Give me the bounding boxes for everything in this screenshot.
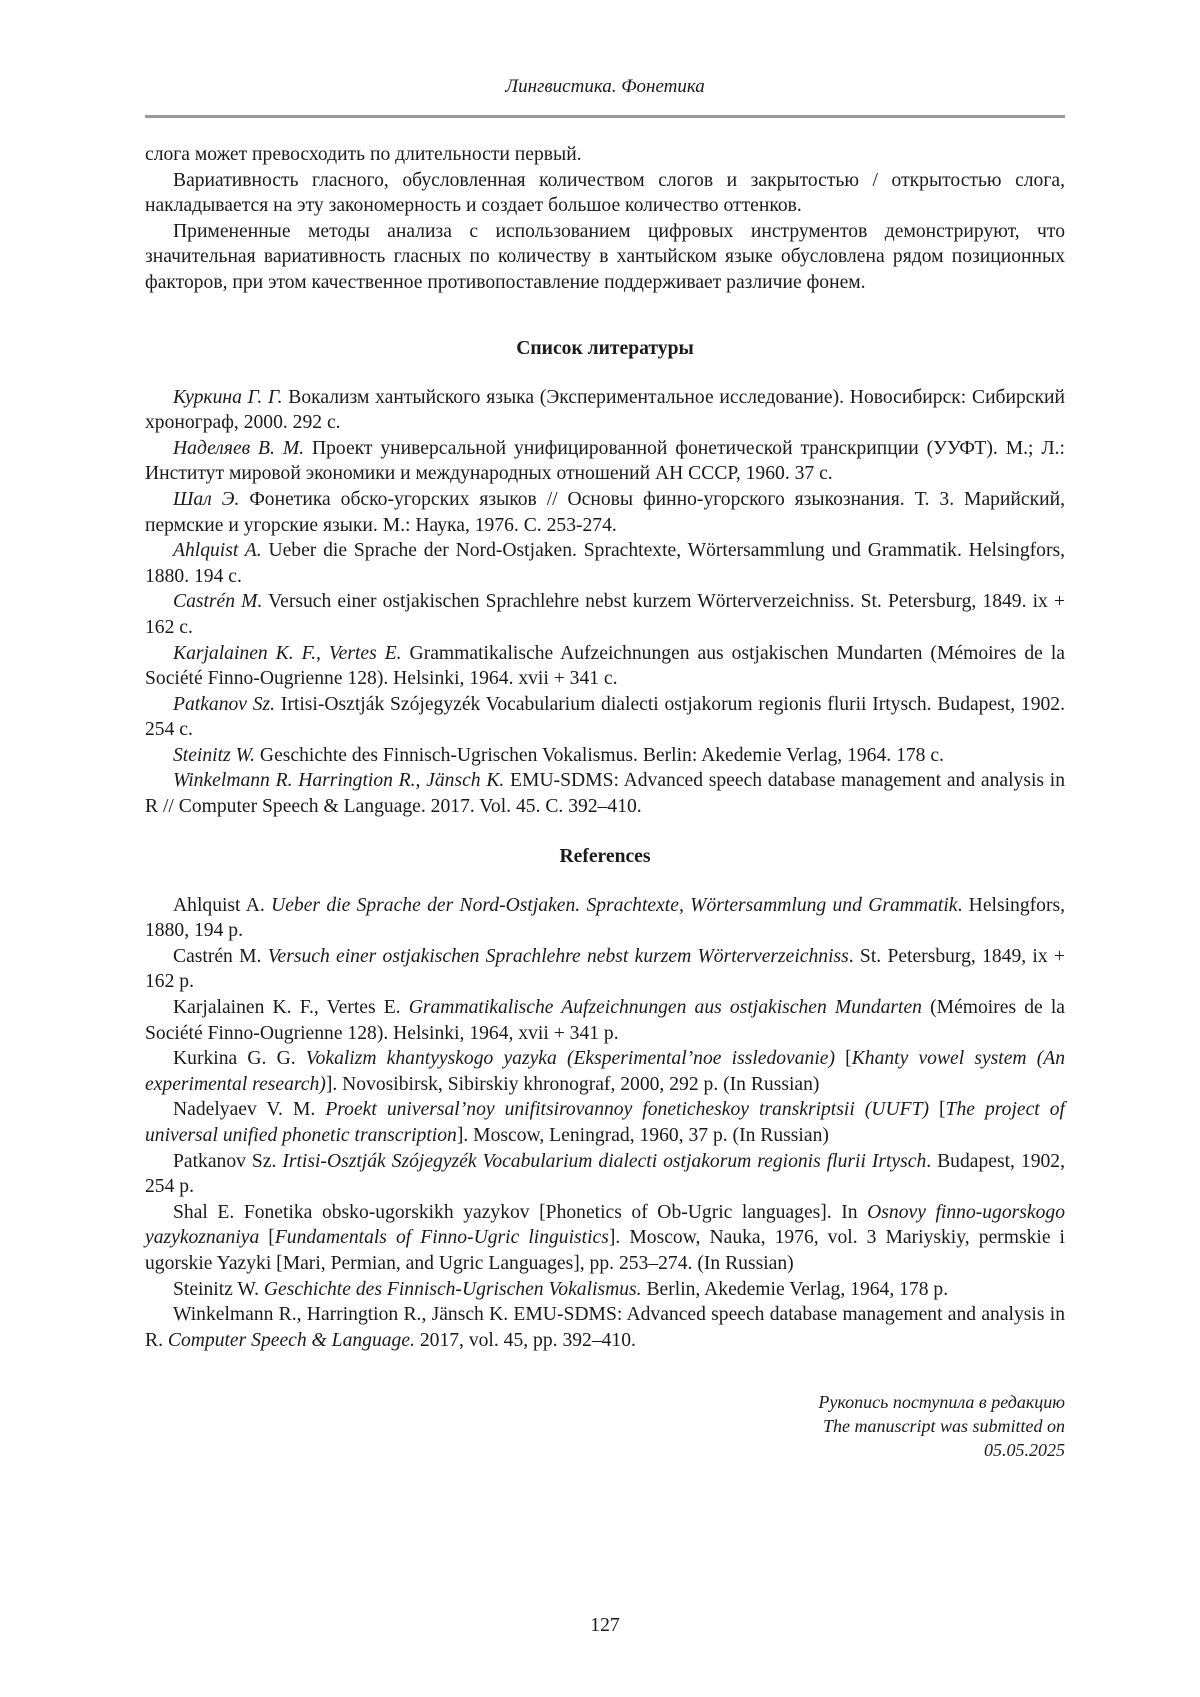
literature-author: Castrén M. [173, 591, 263, 613]
header-rule [145, 115, 1065, 118]
body-paragraph-3: Примененные методы анализа с использованием цифровых инструментов демонстрируют, что значительная вариативность гласных по количеству в хантыйском языке обусловлена рядом позиционных факторов, при этом качественное противопоставление поддерживает различие фонем. [145, 220, 1065, 293]
literature-item: Castrén M. Versuch einer ostjakischen Sprachlehre nebst kurzem Wörterverzeichniss. St. Petersburg, 1849. ix + 162 с. [145, 591, 1065, 638]
literature-item: Steinitz W. Geschichte des Finnisch-Ugrischen Vokalismus. Berlin: Akedemie Verlag, 1964. 178 с. [173, 744, 944, 766]
literature-item: Наделяев В. М. Проект универсальной унифицированной фонетической транскрипции (УУФТ). М.; Л.: Институт мировой экономики и международных отношений АН СССР, 1960. 37 с. [145, 437, 1066, 485]
reference-item: Steinitz W. Geschichte des Finnisch-Ugrischen Vokalismus. Berlin, Akedemie Verlag, 1964, 178 p. [173, 1278, 949, 1300]
reference-item: Nadelyaev V. M. Proekt universal’noy unifitsirovannoy foneticheskoy transkriptsii (UUFT) [The project of universal unified phonetic transcription]. Moscow, Leningrad, 1960, 37 p. (In Russian) [145, 1099, 1065, 1146]
literature-author: Наделяев В. М. [173, 437, 305, 459]
reference-item: Winkelmann R., Harringtion R., Jänsch K. EMU-SDMS: Advanced speech database management and analysis in R. Computer Speech & Language. 2017, vol. 45, pp. 392–410. [145, 1304, 1065, 1351]
running-head: Лингвистика. Фонетика [505, 76, 705, 97]
literature-author: Karjalainen K. F., Vertes E. [173, 642, 402, 664]
manuscript-received-note [145, 1391, 1065, 1462]
references-list [145, 893, 1065, 1354]
body-paragraph-1: слога может превосходить по длительности первый. [145, 144, 582, 165]
literature-heading: Список литературы [516, 337, 694, 359]
literature-author: Steinitz W. [173, 744, 256, 766]
literature-item: Karjalainen K. F., Vertes E. Grammatikalische Aufzeichnungen aus ostjakischen Mundarten (Mémoires de la Société Finno-Ougrienne 128). Helsinki, 1964. xvii + 341 с. [145, 642, 1065, 690]
page-number: 127 [590, 1615, 620, 1636]
literature-author: Winkelmann R. Harringtion R., Jänsch K. [173, 770, 505, 792]
literature-item: Куркина Г. Г. Вокализм хантыйского языка (Экспериментальное исследование). Новосибирск: Сибирский хронограф, 2000. 292 с. [145, 386, 1065, 434]
reference-item: Castrén M. Versuch einer ostjakischen Sprachlehre nebst kurzem Wörterverzeichniss. St. Petersburg, 1849, ix + 162 p. [145, 945, 1065, 993]
reference-item: Shal E. Fonetika obsko-ugorskikh yazykov [Phonetics of Ob-Ugric languages]. In Osnovy finno-ugorskogo yazykoznaniya [Fundamentals of Finno-Ugric linguistics]. Moscow, Nauka, 1976, vol. 3 Mariyskiy, permskie i ugorskie Yazyki [Mari, Permian, and Ugric Languages], pp. 253–274. (In Russian) [145, 1201, 1065, 1274]
literature-item: Шал Э. Фонетика обско-угорских языков // Основы финно-угорского языкознания. Т. 3. Марийский, пермские и угорские языки. М.: Наука, 1976. С. 253-274. [145, 488, 1065, 536]
references-heading: References [559, 845, 651, 867]
received-line-en: The manuscript was submitted on [822, 1415, 1065, 1436]
literature-author: Ahlquist A. [173, 540, 262, 562]
reference-item: Kurkina G. G. Vokalizm khantyyskogo yazyka (Eksperimental’noe issledovanie) [Khanty vowel system (An experimental research)]. Novosibirsk, Sibirskiy khronograf, 2000, 292 p. (In Russian) [145, 1048, 1066, 1095]
literature-author: Шал Э. [173, 488, 240, 510]
received-date: 05.05.2025 [984, 1439, 1065, 1460]
literature-author: Patkanov Sz. [173, 693, 276, 715]
page-content [145, 142, 1065, 1462]
literature-item: Winkelmann R. Harringtion R., Jänsch K. EMU-SDMS: Advanced speech database management and analysis in R // Computer Speech & Language. 2017. Vol. 45. С. 392–410. [145, 770, 1065, 818]
reference-item: Ahlquist A. Ueber die Sprache der Nord-Ostjaken. Sprachtexte, Wörtersammlung und Grammatik. Helsingfors, 1880, 194 p. [145, 894, 1065, 942]
literature-item: Patkanov Sz. Irtisi-Osztják Szójegyzék Vocabularium dialecti ostjakorum regionis flurii Irtysch. Budapest, 1902. 254 с. [145, 693, 1065, 741]
literature-list [145, 385, 1065, 820]
literature-item: Ahlquist A. Ueber die Sprache der Nord-Ostjaken. Sprachtexte, Wörtersammlung und Grammatik. Helsingfors, 1880. 194 с. [145, 540, 1065, 587]
reference-item: Karjalainen K. F., Vertes E. Grammatikalische Aufzeichnungen aus ostjakischen Mundarten (Mémoires de la Société Finno-Ougrienne 128). Helsinki, 1964, xvii + 341 p. [145, 997, 1065, 1044]
literature-author: Куркина Г. Г. [173, 386, 283, 408]
reference-item: Patkanov Sz. Irtisi-Osztják Szójegyzék Vocabularium dialecti ostjakorum regionis flurii Irtysch. Budapest, 1902, 254 p. [145, 1150, 1065, 1198]
body-paragraph-2: Вариативность гласного, обусловленная количеством слогов и закрытостью / открытостью слога, накладывается на эту закономерность и создает большое количество оттенков. [145, 169, 1065, 217]
received-line-ru: Рукопись поступила в редакцию [818, 1392, 1065, 1413]
